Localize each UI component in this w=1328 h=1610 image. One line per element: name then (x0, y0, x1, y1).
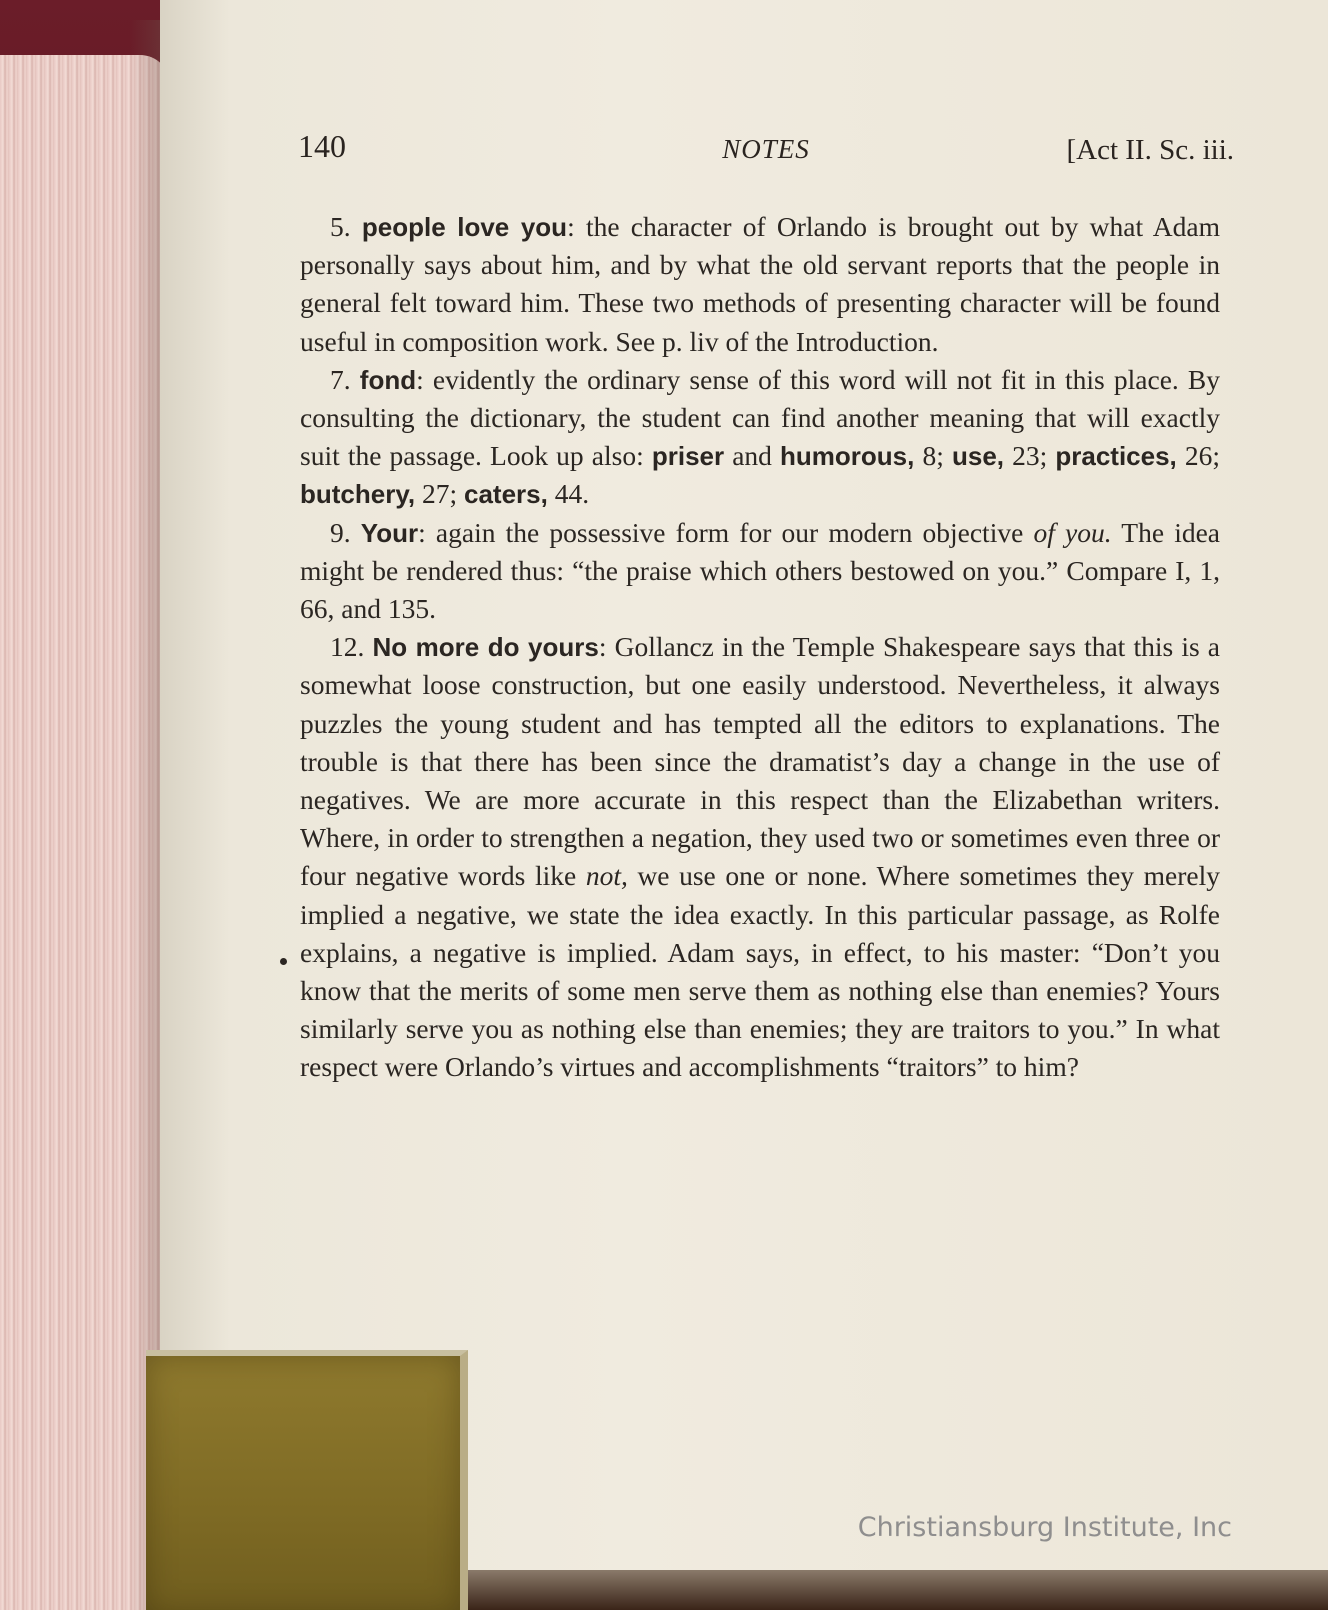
note-number: 9. (330, 516, 351, 548)
note-text: evidently the ordinary sense of this word will not fit in this place. By consulting the dictionary, the student can find another meaning that will exactly suit the passage. Look up also: (300, 363, 1221, 472)
page-number: 140 (298, 128, 346, 164)
note-text: we use one or none. Where sometimes they merely implied a negative, we state the idea exactly. In this particular passage, as Rolfe explains, a negative is implied. Adam says, in effect, to his master: “Don’t you know that the merits of some men serve them as nothing else than enemies? Yours similarly serve you as nothing else than enemies; they are traitors to you.” In what respect were Orlando’s virtues and accomplishments “traitors” to him? (300, 860, 1220, 1083)
note-keyword: Your (360, 517, 419, 548)
note-number: 7. (330, 363, 351, 395)
note-italic-text: of you. (1033, 516, 1112, 548)
note-reference-term: priser (651, 441, 725, 472)
note-reference-term: practices, (1055, 441, 1177, 472)
note-keyword: people love you (361, 212, 568, 242)
note-text: 8; (914, 440, 952, 472)
note-text: 44. (547, 478, 590, 510)
note-text: the character of Orlando is brought out by what Adam personally says about him, and by what the old servant reports that the people in general felt toward him. These two methods of presenting character will be found useful in composition work. See p. liv of the Introduction. (300, 211, 1221, 357)
note-keyword: No more do yours (372, 632, 599, 663)
note-reference-term: caters, (464, 479, 548, 510)
note-paragraph: 5. people love you: the character of Orlando is brought out by what Adam personally says about him, and by what the old servant reports that the people in general felt toward him. These two methods of presenting character will be found useful in composition work. See p. liv of the Introduction. (300, 211, 1221, 357)
note-paragraph: 7. fond: evidently the ordinary sense of this word will not fit in this place. By consulting the dictionary, the student can find another meaning that will exactly suit the passage. Look up also: priser and humorous, 8; use, 23; practices, 26; butchery, 27; caters, 44. (300, 363, 1221, 510)
note-number: 12. (330, 631, 365, 663)
notes-body (300, 208, 1220, 1087)
note-text: 26; (1176, 440, 1221, 472)
bookmark (146, 1350, 468, 1610)
note-italic-text: not, (585, 860, 628, 892)
note-text: again the possessive form for our modern objective (435, 516, 1034, 548)
note-text: 27; (415, 478, 464, 510)
running-title: NOTES (722, 134, 810, 164)
margin-mark (280, 958, 287, 965)
note-number: 5. (330, 211, 351, 242)
note-text: and (724, 440, 781, 472)
note-text: 23; (1004, 440, 1056, 472)
note-paragraph: 12. No more do yours: Gollancz in the Temple Shakespeare says that this is a somewhat loose construction, but one easily understood. Nevertheless, it always puzzles the young student and has tempted all the editors to explanations. The trouble is that there has been since the dramatist’s day a change in the use of negatives. We are more accurate in this respect than the Elizabethan writers. Where, in order to strengthen a negation, they used two or sometimes even three or four negative words like not, we use one or none. Where sometimes they merely implied a negative, we state the idea exactly. In this particular passage, as Rolfe explains, a negative is implied. Adam says, in effect, to his master: “Don’t you know that the merits of some men serve them as nothing else than enemies? Yours similarly serve you as nothing else than enemies; they are traitors to you.” In what respect were Orlando’s virtues and accomplishments “traitors” to him? (300, 631, 1221, 1083)
note-reference-term: use, (951, 441, 1005, 472)
note-paragraph: 9. Your: again the possessive form for our modern objective of you. The idea might be rendered thus: “the praise which others bestowed on you.” Compare I, 1, 66, and 135. (300, 516, 1221, 625)
note-text: The idea might be rendered thus: “the praise which others bestowed on you.” Compare I, 1, 66, and 135. (300, 516, 1221, 625)
note-reference-term: butchery, (300, 479, 416, 510)
note-text: Gollancz in the Temple Shakespeare says that this is a somewhat loose construction, but one easily understood. Nevertheless, it always puzzles the young student and has tempted all the editors to explanations. The trouble is that there has been since the dramatist’s day a change in the use of negatives. We are more accurate in this respect than the Elizabethan writers. Where, in order to strengthen a negation, they used two or sometimes even three or four negative words like (300, 631, 1221, 892)
note-keyword: fond (359, 364, 417, 395)
watermark: Christiansburg Institute, Inc (857, 1512, 1232, 1543)
section-reference: [Act II. Sc. iii. (1066, 134, 1234, 166)
note-reference-term: humorous, (780, 441, 915, 472)
running-head (298, 128, 1234, 178)
